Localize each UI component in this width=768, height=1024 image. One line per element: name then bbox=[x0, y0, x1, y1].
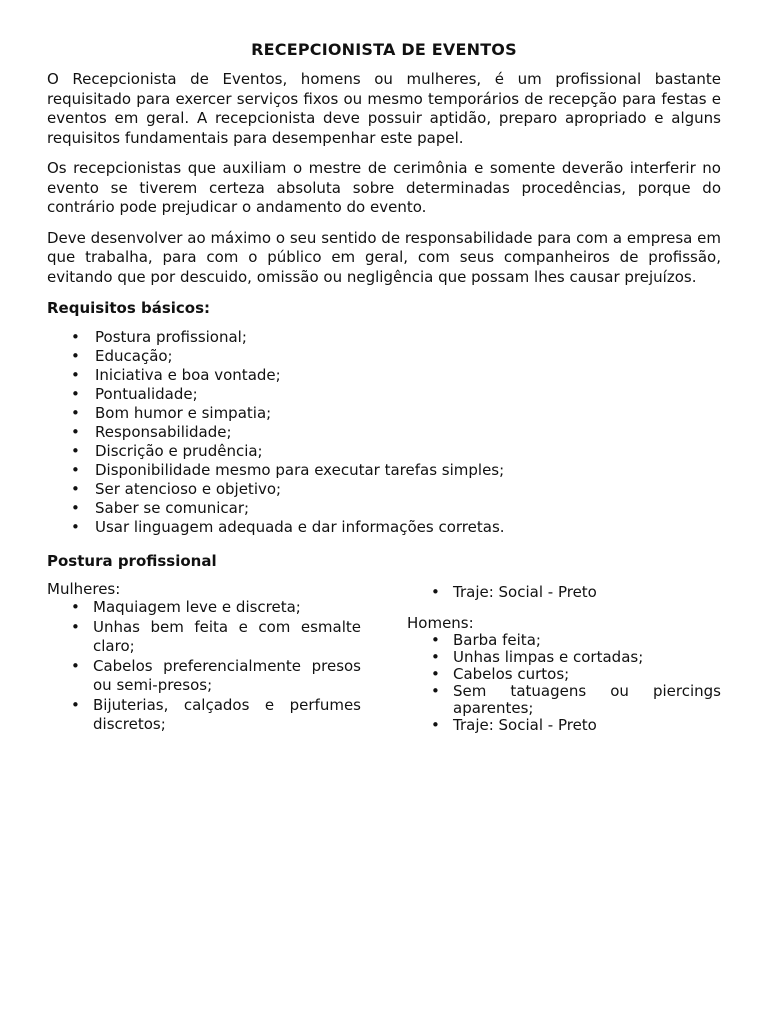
ceremony-paragraph: Os recepcionistas que auxiliam o mestre de cerimônia e somente deverão interferir no evento se tiverem certeza absoluta sobre determinadas procedências, porque do contrário pode prejudicar o andamento do evento. bbox=[47, 159, 721, 216]
document-title: RECEPCIONISTA DE EVENTOS bbox=[251, 40, 517, 59]
intro-paragraph: O Recepcionista de Eventos, homens ou mulheres, é um profissional bastante requisitado para exercer serviços fixos ou mesmo temporários de recepção para festas e eventos em geral. A recepcionista deve possuir aptidão, preparo apropriado e alguns requisitos fundamentais para desempenhar este papel. bbox=[47, 70, 721, 147]
list-item: • Discrição e prudência; bbox=[47, 442, 721, 461]
men-list bbox=[407, 632, 721, 734]
requirements-heading: Requisitos básicos: bbox=[47, 299, 211, 317]
list-item: • Traje: Social - Preto bbox=[407, 584, 721, 601]
list-item: • Educação; bbox=[47, 347, 721, 366]
list-item: • Saber se comunicar; bbox=[47, 499, 721, 518]
posture-heading: Postura profissional bbox=[47, 552, 217, 570]
women-list bbox=[47, 598, 361, 735]
list-item: • Unhas limpas e cortadas; bbox=[407, 649, 721, 666]
list-item: • Postura profissional; bbox=[47, 328, 721, 347]
list-item: • Unhas bem feita e com esmalte claro; bbox=[47, 618, 361, 657]
list-item: • Maquiagem leve e discreta; bbox=[47, 598, 361, 618]
list-item: • Sem tatuagens ou piercings aparentes; bbox=[407, 683, 721, 717]
requirements-list bbox=[47, 328, 721, 537]
women-label: Mulheres: bbox=[47, 580, 121, 598]
list-item: • Traje: Social - Preto bbox=[407, 717, 721, 734]
list-item: • Pontualidade; bbox=[47, 385, 721, 404]
women-attire-list bbox=[407, 584, 721, 601]
men-column bbox=[407, 581, 721, 734]
list-item: • Cabelos curtos; bbox=[407, 666, 721, 683]
list-item: • Barba feita; bbox=[407, 632, 721, 649]
list-item: • Disponibilidade mesmo para executar tarefas simples; bbox=[47, 461, 721, 480]
list-item: • Responsabilidade; bbox=[47, 423, 721, 442]
list-item: • Iniciativa e boa vontade; bbox=[47, 366, 721, 385]
women-column bbox=[47, 581, 361, 735]
list-item: • Ser atencioso e objetivo; bbox=[47, 480, 721, 499]
men-label: Homens: bbox=[407, 614, 474, 632]
responsibility-paragraph: Deve desenvolver ao máximo o seu sentido de responsabilidade para com a empresa em que trabalha, para com o público em geral, com seus companheiros de profissão, evitando que por descuido, omissão ou negligência que possam lhes causar prejuízos. bbox=[47, 228, 721, 286]
list-item: • Cabelos preferencialmente presos ou semi-presos; bbox=[47, 657, 361, 696]
list-item: • Bom humor e simpatia; bbox=[47, 404, 721, 423]
posture-columns bbox=[47, 581, 721, 761]
list-item: • Usar linguagem adequada e dar informações corretas. bbox=[47, 518, 721, 537]
list-item: • Bijuterias, calçados e perfumes discretos; bbox=[47, 696, 361, 735]
